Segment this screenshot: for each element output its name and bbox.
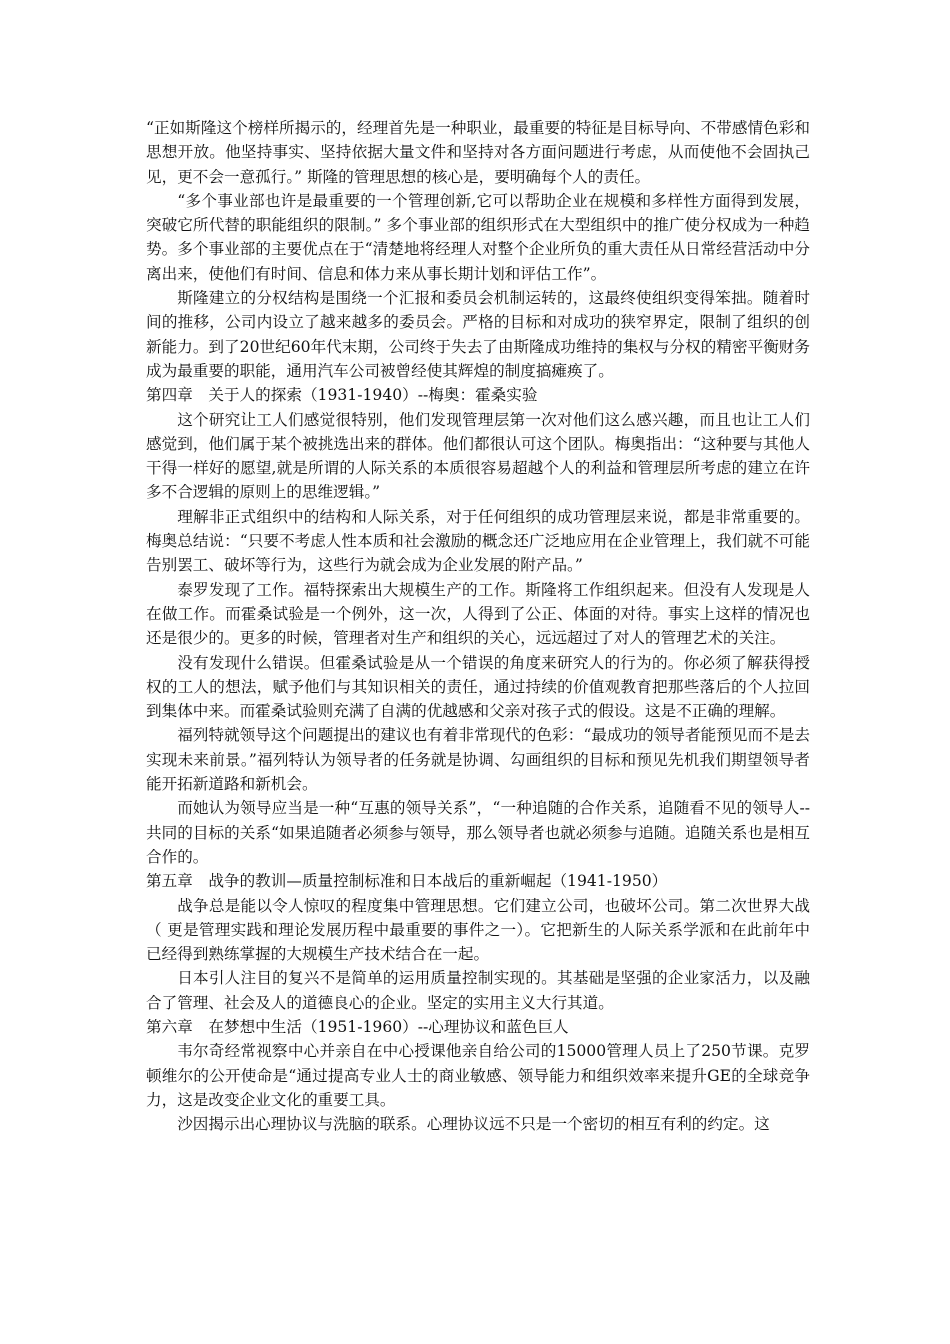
paragraph: 斯隆建立的分权结构是围绕一个汇报和委员会机制运转的，这最终使组织变得笨拙。随着时间的推移，公司内设立了越来越多的委员会。严格的目标和对成功的狭窄界定，限制了组织的创新能力。到了20世纪60年代末期，公司终于失去了由斯隆成功维持的集权与分权的精密平衡财务成为最重要的职能，通用汽车公司被曾经使其辉煌的制度搞瘫痪了。 xyxy=(146,289,810,380)
paragraph: 沙因揭示出心理协议与洗脑的联系。心理协议远不只是一个密切的相互有利的约定。这 xyxy=(177,1115,770,1134)
paragraph: 这个研究让工人们感觉很特别，他们发现管理层第一次对他们这么感兴趣，而且也让工人们感觉到，他们属于某个被挑选出来的群体。他们都很认可这个团队。梅奥指出：“这种要与其他人干得一样好的愿望,就是所谓的人际关系的本质很容易超越个人的利益和管理层所考虑的建立在许多不合逻辑的原则上的思维逻辑。” xyxy=(146,410,810,502)
paragraph: 战争总是能以令人惊叹的程度集中管理思想。它们建立公司，也破坏公司。第二次世界大战（ 更是管理实践和理论发展历程中最重要的事件之一）。它把新生的人际关系学派和在此前年中已经得到熟练掌握的大规模生产技术结合在一起。 xyxy=(146,896,810,964)
chapter-heading: 第四章 关于人的探索（1931-1940）--梅奥：霍桑实验 xyxy=(146,386,538,405)
paragraph: 泰罗发现了工作。福特探索出大规模生产的工作。斯隆将工作组织起来。但没有人发现是人在做工作。而霍桑试验是一个例外，这一次，人得到了公正、体面的对待。事实上这样的情况也还是很少的。更多的时候，管理者对生产和组织的关心，远远超过了对人的管理艺术的关注。 xyxy=(146,580,810,648)
paragraph: “正如斯隆这个榜样所揭示的，经理首先是一种职业，最重要的特征是目标导向、不带感情色彩和思想开放。他坚持事实、坚持依据大量文件和坚持对各方面问题进行考虑，从而使他不会固执己见，更不会一意孤行。” 斯隆的管理思想的核心是，要明确每个人的责任。 xyxy=(146,119,810,186)
paragraph: 而她认为领导应当是一种“互惠的领导关系”，“一种追随的合作关系，追随看不见的领导人--共同的目标的关系“如果追随者必须参与领导，那么领导者也就必须参与追随。追随关系也是相互合作的。 xyxy=(146,799,810,866)
paragraph: 福列特就领导这个问题提出的建议也有着非常现代的色彩：“最成功的领导者能预见而不是去实现未来前景。”福列特认为领导者的任务就是协调、勾画组织的目标和预见先机我们期望领导者能开拓新道路和新机会。 xyxy=(146,726,810,794)
paragraph: “多个事业部也许是最重要的一个管理创新,它可以帮助企业在规模和多样性方面得到发展，突破它所代替的职能组织的限制。” 多个事业部的组织形式在大型组织中的推广使分权成为一种趋势。多个事业部的主要优点在于“清楚地将经理人对整个企业所负的重大责任从日常经营活动中分离出来，使他们有时间、信息和体力来从事长期计划和评估工作”。 xyxy=(146,191,810,283)
paragraph: 理解非正式组织中的结构和人际关系，对于任何组织的成功管理层来说，都是非常重要的。梅奥总结说：“只要不考虑人性本质和社会激励的概念还广泛地应用在企业管理上，我们就不可能告别罢工、破坏等行为，这些行为就会成为企业发展的附产品。” xyxy=(146,507,810,575)
document-page xyxy=(146,116,810,1136)
paragraph: 韦尔奇经常视察中心并亲自在中心授课他亲自给公司的15000管理人员上了250节课。克罗顿维尔的公开使命是“通过提高专业人士的商业敏感、领导能力和组织效率来提升GE的全球竞争力，这是改变企业文化的重要工具。 xyxy=(146,1042,810,1109)
chapter-heading: 第五章 战争的教训—质量控制标准和日本战后的重新崛起（1941-1950） xyxy=(146,872,668,891)
paragraph: 日本引人注目的复兴不是简单的运用质量控制实现的。其基础是坚强的企业家活力，以及融合了管理、社会及人的道德良心的企业。坚定的实用主义大行其道。 xyxy=(146,969,810,1012)
paragraph: 没有发现什么错误。但霍桑试验是从一个错误的角度来研究人的行为的。你必须了解获得授权的工人的想法，赋予他们与其知识相关的责任，通过持续的价值观教育把那些落后的个人拉回到集体中来。而霍桑试验则充满了自满的优越感和父亲对孩子式的假设。这是不正确的理解。 xyxy=(146,653,810,721)
chapter-heading: 第六章 在梦想中生活（1951-1960）--心理协议和蓝色巨人 xyxy=(146,1017,569,1036)
